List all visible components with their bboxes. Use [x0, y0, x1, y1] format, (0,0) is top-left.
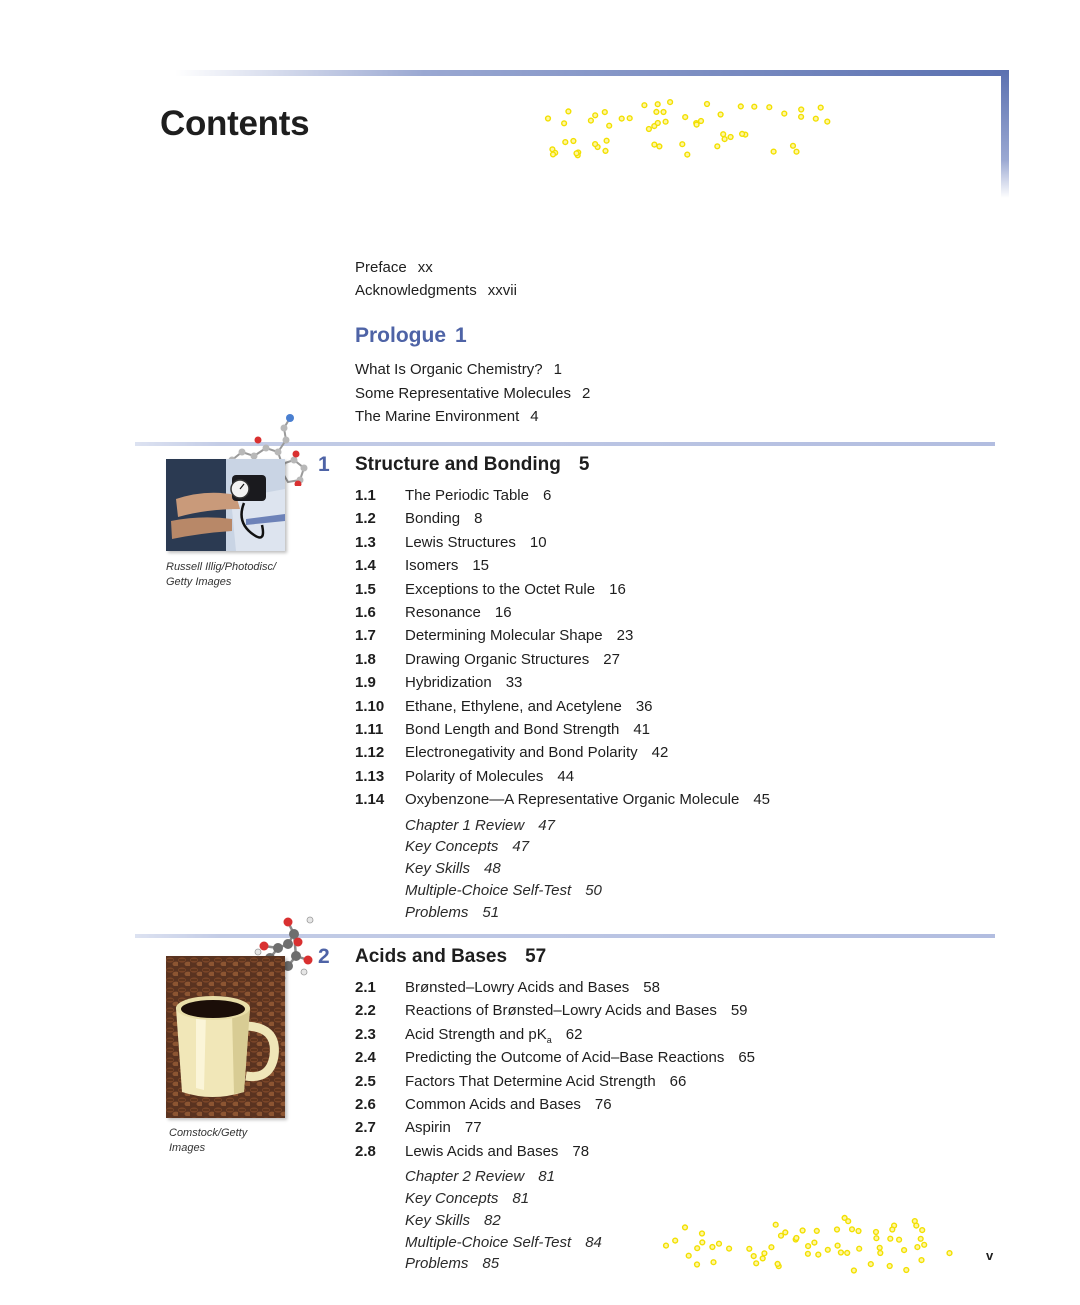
- decorative-dot: [852, 1268, 857, 1273]
- decorative-dot: [562, 121, 567, 126]
- prologue-page: 1: [455, 324, 467, 347]
- decorative-dot: [657, 144, 662, 149]
- decorative-dot: [680, 142, 685, 147]
- decorative-dot: [775, 1262, 780, 1267]
- review-page: 84: [585, 1233, 602, 1251]
- decorative-dot: [769, 1245, 774, 1250]
- dot-pattern-bottom: [662, 1213, 954, 1275]
- decorative-dot: [574, 151, 579, 156]
- section-entry[interactable]: [405, 1002, 748, 1019]
- section-entry[interactable]: [405, 979, 660, 996]
- section-title: Drawing Organic Structures: [405, 650, 590, 668]
- decorative-dot: [571, 139, 576, 144]
- decorative-dot: [814, 1229, 819, 1234]
- decorative-dot: [915, 1245, 920, 1250]
- decorative-dot: [710, 1245, 715, 1250]
- section-title: Polarity of Molecules: [405, 767, 544, 785]
- section-title: Reactions of Brønsted–Lowry Acids and Bases: [405, 1002, 717, 1020]
- section-entry[interactable]: [405, 768, 574, 785]
- review-page: 51: [482, 903, 500, 921]
- section-title: Brønsted–Lowry Acids and Bases: [405, 979, 630, 996]
- review-title: Chapter 2 Review: [405, 1168, 525, 1186]
- decorative-dot: [751, 1254, 756, 1259]
- section-title: Bonding: [405, 510, 461, 528]
- decorative-dot: [700, 1231, 705, 1236]
- toc-entry[interactable]: [355, 360, 562, 379]
- decorative-dot: [602, 110, 607, 115]
- decorative-dot: [799, 107, 804, 112]
- section-page: 8: [474, 510, 483, 528]
- decorative-dot: [874, 1230, 879, 1235]
- decorative-dot: [767, 105, 772, 110]
- section-page: 41: [633, 721, 651, 738]
- decorative-dot: [683, 1225, 688, 1230]
- decorative-dot: [806, 1251, 811, 1256]
- decorative-dot: [773, 1222, 778, 1227]
- entry-title: Acknowledgments: [355, 282, 477, 299]
- decorative-dot: [728, 135, 733, 140]
- page-title: Contents: [160, 104, 310, 143]
- decorative-dot: [727, 1246, 732, 1251]
- section-number: 1.1: [355, 487, 376, 504]
- review-page: 47: [538, 816, 555, 834]
- photo-credit: Comstock/Getty Images: [169, 1127, 248, 1154]
- decorative-dot: [779, 1233, 784, 1238]
- decorative-dot: [874, 1236, 879, 1241]
- decorative-dot: [551, 152, 556, 157]
- section-title: Oxybenzone—A Representative Organic Molecule: [405, 791, 740, 809]
- section-entry[interactable]: [405, 581, 626, 598]
- decorative-dot: [857, 1246, 862, 1251]
- toc-entry[interactable]: [355, 384, 590, 403]
- review-entry[interactable]: [405, 860, 501, 877]
- section-number: 1.10: [355, 697, 385, 715]
- dot-pattern-top: [540, 98, 832, 160]
- section-page: 16: [609, 580, 626, 598]
- decorative-dot: [868, 1262, 873, 1267]
- decorative-dot: [760, 1256, 765, 1261]
- review-page: 50: [585, 882, 602, 899]
- decorative-dot: [794, 149, 799, 154]
- decorative-dot: [878, 1251, 883, 1256]
- decorative-dot: [918, 1236, 923, 1241]
- decorative-dot: [825, 119, 830, 124]
- section-number: 1.8: [355, 650, 376, 668]
- decorative-dot: [771, 149, 776, 154]
- decorative-dot: [888, 1236, 893, 1241]
- section-title: Common Acids and Bases: [405, 1096, 581, 1113]
- section-page: 42: [651, 744, 669, 762]
- section-page: 78: [572, 1142, 590, 1160]
- entry-title: Preface: [355, 259, 407, 276]
- section-entry[interactable]: [405, 1049, 755, 1066]
- decorative-dot: [604, 138, 609, 143]
- decorative-dot: [715, 144, 720, 149]
- toc-entry-preface[interactable]: [355, 258, 433, 277]
- decorative-dot: [839, 1250, 844, 1255]
- decorative-dot: [699, 119, 704, 124]
- decorative-dot: [762, 1251, 767, 1256]
- section-title: Exceptions to the Octet Rule: [405, 580, 596, 598]
- section-title: Aspirin: [405, 1119, 451, 1137]
- entry-title: Some Representative Molecules: [355, 385, 571, 402]
- header-band: [175, 70, 1007, 76]
- section-title: Factors That Determine Acid Strength: [405, 1072, 656, 1090]
- decorative-dot: [655, 121, 660, 126]
- decorative-dot: [627, 116, 632, 121]
- entry-page: 4: [530, 408, 539, 425]
- decorative-dot: [566, 109, 571, 114]
- review-title: Multiple-Choice Self-Test: [405, 882, 572, 899]
- review-entry[interactable]: [405, 838, 529, 855]
- section-entry[interactable]: [405, 557, 489, 574]
- review-entry[interactable]: [405, 1190, 529, 1207]
- entry-title: What Is Organic Chemistry?: [355, 361, 543, 378]
- section-entry[interactable]: [405, 604, 512, 621]
- decorative-dot: [919, 1258, 924, 1263]
- page-folio: v: [986, 1248, 994, 1263]
- chapter-title-text: Acids and Bases: [355, 946, 508, 967]
- section-entry[interactable]: [405, 510, 482, 527]
- decorative-dot: [897, 1237, 902, 1242]
- decorative-dot: [752, 104, 757, 109]
- section-number: 1.4: [355, 557, 376, 575]
- decorative-dot: [589, 118, 594, 123]
- section-page: 45: [753, 791, 771, 809]
- section-entry[interactable]: [405, 1119, 482, 1136]
- section-entry[interactable]: [405, 487, 551, 504]
- decorative-dot: [717, 1241, 722, 1246]
- section-title: Acid Strength and pK: [405, 1025, 547, 1043]
- chapter-title-text: Structure and Bonding: [355, 454, 561, 475]
- section-entry[interactable]: [405, 698, 653, 715]
- decorative-dot: [546, 116, 551, 121]
- review-title: Key Skills: [405, 1211, 471, 1229]
- decorative-dot: [738, 104, 743, 109]
- decorative-dot: [642, 103, 647, 108]
- decorative-dot: [825, 1247, 830, 1252]
- section-number: 2.4: [355, 1049, 376, 1067]
- decorative-dot: [619, 116, 624, 121]
- section-page: 62: [565, 1025, 583, 1043]
- entry-page: 2: [581, 385, 591, 402]
- review-entry[interactable]: [405, 1234, 602, 1251]
- section-number: 1.9: [355, 674, 376, 692]
- decorative-dot: [740, 132, 745, 137]
- decorative-dot: [835, 1227, 840, 1232]
- decorative-dot: [711, 1260, 716, 1265]
- decorative-dot: [914, 1223, 919, 1228]
- review-title: Multiple-Choice Self-Test: [405, 1233, 572, 1251]
- section-title: Predicting the Outcome of Acid–Base Reactions: [405, 1049, 725, 1067]
- section-number: 2.8: [355, 1142, 376, 1160]
- section-title: Lewis Structures: [405, 533, 516, 551]
- section-entry[interactable]: [405, 744, 668, 761]
- section-entry[interactable]: [405, 674, 522, 691]
- decorative-dot: [890, 1227, 895, 1232]
- decorative-dot: [806, 1244, 811, 1249]
- section-number: 1.13: [355, 767, 385, 785]
- section-title: Resonance: [405, 604, 481, 621]
- toc-entry[interactable]: [355, 407, 539, 426]
- decorative-dot: [695, 1262, 700, 1267]
- decorative-dot: [686, 1253, 691, 1258]
- decorative-dot: [705, 102, 710, 107]
- decorative-dot: [647, 127, 652, 132]
- review-title: Key Skills: [405, 860, 471, 878]
- chapter-number: 1: [318, 453, 330, 476]
- decorative-dot: [887, 1264, 892, 1269]
- header-band-corner: [1001, 70, 1009, 198]
- decorative-dot: [603, 149, 608, 154]
- prologue-title: Prologue: [355, 324, 447, 347]
- section-entry[interactable]: [405, 1096, 612, 1113]
- decorative-dot: [856, 1229, 861, 1234]
- review-page: 81: [512, 1190, 530, 1207]
- section-number: 2.1: [355, 979, 376, 996]
- review-page: 82: [484, 1211, 501, 1229]
- decorative-dot: [664, 1243, 669, 1248]
- decorative-dot: [661, 110, 666, 115]
- entry-page: xx: [417, 259, 433, 276]
- section-title: Isomers: [405, 557, 459, 575]
- chapter-photo-blood-pressure: [166, 459, 285, 551]
- section-entry[interactable]: [405, 1026, 582, 1045]
- section-entry[interactable]: [405, 651, 620, 668]
- section-number: 2.2: [355, 1002, 376, 1020]
- section-page: 77: [464, 1119, 482, 1137]
- section-number: 2.5: [355, 1072, 376, 1090]
- review-entry[interactable]: [405, 1212, 501, 1229]
- decorative-dot: [668, 100, 673, 105]
- decorative-dot: [816, 1252, 821, 1257]
- review-title: Key Concepts: [405, 1190, 499, 1207]
- chapter-page: 57: [525, 946, 547, 967]
- decorative-dot: [845, 1251, 850, 1256]
- decorative-dot: [799, 114, 804, 119]
- decorative-dot: [947, 1251, 952, 1256]
- section-number: 1.7: [355, 627, 376, 645]
- review-entry[interactable]: [405, 904, 499, 921]
- decorative-dot: [850, 1227, 855, 1232]
- review-title: Problems: [405, 903, 469, 921]
- chapter-title-2[interactable]: [355, 946, 546, 968]
- section-entry[interactable]: [405, 1143, 589, 1160]
- decorative-dot: [791, 143, 796, 148]
- chapter-page: 5: [578, 454, 590, 475]
- review-page: 81: [538, 1168, 555, 1186]
- decorative-dot: [902, 1248, 907, 1253]
- section-number: 1.14: [355, 791, 385, 809]
- decorative-dot: [593, 142, 598, 147]
- section-page: 44: [557, 767, 575, 785]
- decorative-dot: [877, 1245, 882, 1250]
- section-number: 1.6: [355, 604, 376, 621]
- section-page: 65: [738, 1049, 756, 1067]
- section-title-subscript: a: [546, 1034, 552, 1045]
- section-page: 16: [494, 604, 512, 621]
- section-number: 1.12: [355, 744, 385, 762]
- decorative-dot: [835, 1243, 840, 1248]
- decorative-dot: [673, 1238, 678, 1243]
- section-page: 76: [594, 1096, 612, 1113]
- section-page: 6: [542, 487, 552, 504]
- decorative-dot: [718, 112, 723, 117]
- review-entry[interactable]: [405, 1255, 499, 1272]
- section-title: Ethane, Ethylene, and Acetylene: [405, 697, 622, 715]
- section-title: The Periodic Table: [405, 487, 529, 504]
- entry-page: 1: [553, 361, 562, 378]
- section-page: 15: [472, 557, 490, 575]
- entry-page: xxvii: [487, 282, 517, 299]
- decorative-dot: [846, 1219, 851, 1224]
- section-entry[interactable]: [405, 1073, 686, 1090]
- section-page: 59: [730, 1002, 748, 1020]
- section-page: 66: [669, 1072, 687, 1090]
- decorative-dot: [800, 1228, 805, 1233]
- decorative-dot: [663, 119, 668, 124]
- decorative-dot: [922, 1242, 927, 1247]
- section-number: 2.3: [355, 1025, 376, 1043]
- decorative-dot: [607, 123, 612, 128]
- decorative-dot: [813, 116, 818, 121]
- decorative-dot: [563, 140, 568, 145]
- section-page: 36: [635, 697, 653, 715]
- decorative-dot: [683, 115, 688, 120]
- section-page: 10: [529, 533, 547, 551]
- section-title: Determining Molecular Shape: [405, 627, 603, 645]
- section-entry[interactable]: [405, 534, 547, 551]
- review-page: 85: [482, 1255, 500, 1273]
- decorative-dot: [652, 142, 657, 147]
- decorative-dot: [694, 122, 699, 127]
- section-entry[interactable]: [405, 721, 650, 738]
- chapter-title-1[interactable]: [355, 454, 589, 476]
- decorative-dot: [695, 1246, 700, 1251]
- review-entry[interactable]: [405, 1168, 555, 1185]
- section-title: Hybridization: [405, 674, 492, 692]
- chapter-number: 2: [318, 945, 330, 968]
- decorative-dot: [721, 132, 726, 137]
- decorative-dot: [722, 137, 727, 142]
- decorative-dot: [654, 110, 659, 115]
- decorative-dot: [920, 1228, 925, 1233]
- decorative-dot: [593, 113, 598, 118]
- review-entry[interactable]: [405, 882, 602, 899]
- section-page: 23: [616, 627, 634, 645]
- section-number: 2.7: [355, 1119, 376, 1137]
- decorative-dot: [655, 102, 660, 107]
- section-number: 1.11: [355, 721, 384, 738]
- review-title: Problems: [405, 1255, 469, 1273]
- section-number: 1.5: [355, 580, 376, 598]
- section-entry[interactable]: [405, 791, 770, 808]
- section-number: 2.6: [355, 1096, 376, 1113]
- decorative-dot: [904, 1268, 909, 1273]
- section-page: 58: [643, 979, 660, 996]
- section-title: Bond Length and Bond Strength: [405, 721, 620, 738]
- review-page: 47: [512, 838, 530, 856]
- section-title: Lewis Acids and Bases: [405, 1142, 559, 1160]
- toc-entry-acknowledgments[interactable]: [355, 281, 517, 300]
- section-title: Electronegativity and Bond Polarity: [405, 744, 638, 762]
- decorative-dot: [782, 111, 787, 116]
- decorative-dot: [818, 105, 823, 110]
- decorative-dot: [747, 1246, 752, 1251]
- section-number: 1.2: [355, 510, 376, 528]
- section-number: 1.3: [355, 533, 376, 551]
- review-title: Chapter 1 Review: [405, 816, 525, 834]
- review-entry[interactable]: [405, 817, 555, 834]
- chapter-photo-coffee-mug: [166, 956, 285, 1118]
- section-entry[interactable]: [405, 627, 633, 644]
- prologue-heading[interactable]: [355, 324, 467, 348]
- review-page: 48: [484, 860, 501, 878]
- decorative-dot: [794, 1236, 799, 1241]
- decorative-dot: [685, 152, 690, 157]
- section-page: 27: [603, 650, 620, 668]
- decorative-dot: [700, 1240, 705, 1245]
- decorative-dot: [754, 1261, 759, 1266]
- photo-credit: Russell Illig/Photodisc/ Getty Images: [166, 561, 277, 588]
- decorative-dot: [812, 1240, 817, 1245]
- entry-title: The Marine Environment: [355, 408, 520, 425]
- section-page: 33: [505, 674, 523, 692]
- review-title: Key Concepts: [405, 838, 499, 856]
